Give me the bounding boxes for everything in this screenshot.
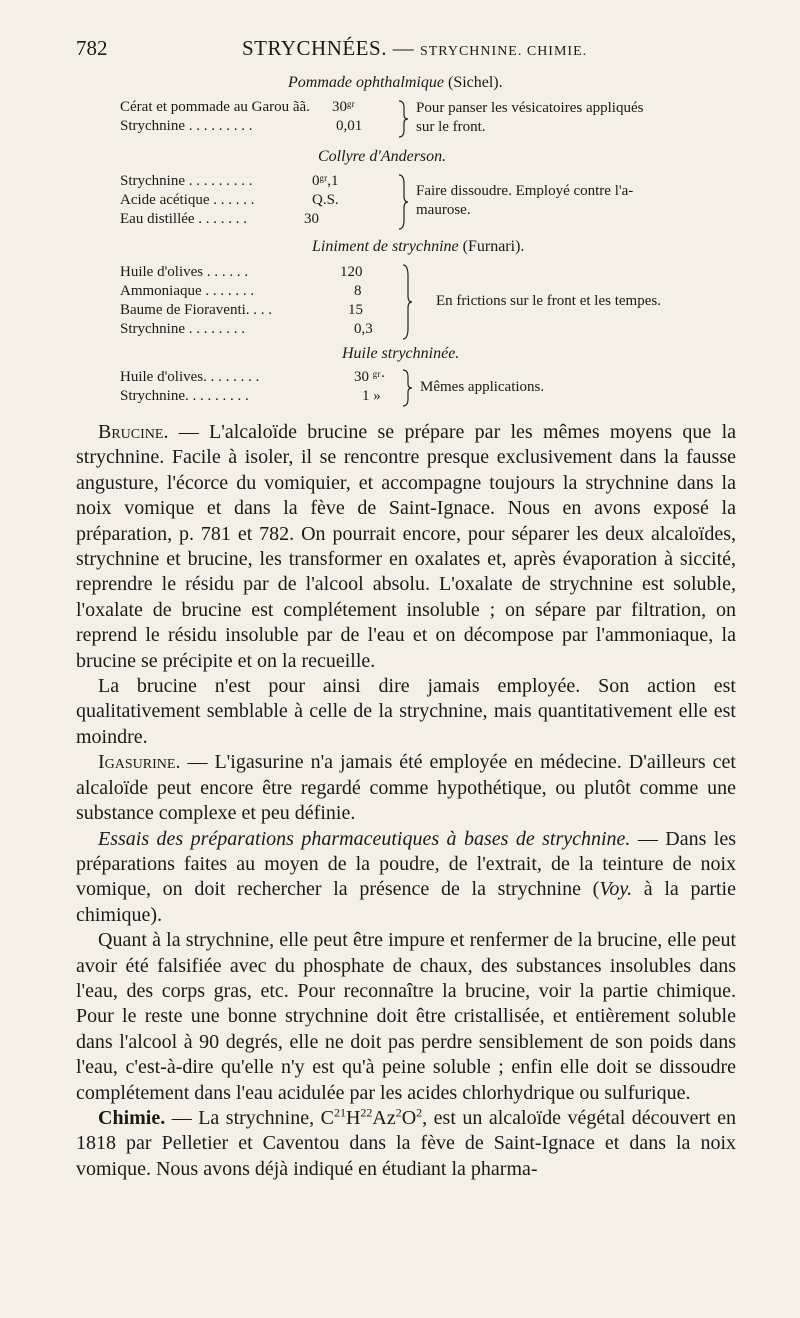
paragraph-text: à la partie chimique). bbox=[76, 878, 736, 926]
formula-title-text: Pommade ophthalmique bbox=[288, 74, 444, 91]
ingredient-name: Huile d'olives. . . . . . . . bbox=[120, 369, 260, 385]
paragraph-brucine bbox=[76, 420, 736, 674]
ingredient-name: Strychnine . . . . . . . . bbox=[120, 321, 245, 337]
formula-author: (Sichel). bbox=[447, 74, 503, 91]
formula-note: Pour panser les vésicatoires appliqués bbox=[416, 100, 644, 116]
formula-title-pommade bbox=[288, 74, 503, 92]
paragraph-chimie bbox=[76, 1106, 736, 1182]
formula-title-text: Collyre d'Anderson. bbox=[318, 148, 447, 165]
ingredient-name: Acide acétique . . . . . . bbox=[120, 192, 255, 208]
formula-note: Faire dissoudre. Employé contre l'a- bbox=[416, 183, 634, 199]
ingredient-qty: 30 ᵍʳ· bbox=[354, 369, 386, 385]
formula-superscript: 2 bbox=[395, 1105, 402, 1120]
body-text bbox=[76, 420, 736, 1182]
formula-title-text: Huile strychninée. bbox=[342, 345, 460, 362]
paragraph-text: — L'alcaloïde brucine se prépare par les mêmes moyens que la strychnine. Facile à isoler, il se rencontre presque exclusivement dans la fausse angusture, l'écorce du vomiquier, et accompagne toujours la strychnine dans la noix vomique et dans la fève de Saint-Ignace. Nous en avons exposé la préparation, p. 781 et 782. On pourrait encore, pour séparer les deux alcaloïdes, strychnine et brucine, les transformer en oxalates et, après évaporation à siccité, reprendre le résidu par de l'alcool absolu. L'oxalate de strychnine est soluble, l'oxalate de brucine est complétement insoluble ; on sépare par filtration, on reprend le résidu insoluble par de l'eau et on décompose par l'ammoniaque, la brucine se précipite et on la recueille. bbox=[76, 421, 736, 672]
formula-note: En frictions sur le front et les tempes. bbox=[436, 293, 661, 309]
ingredient-name: Baume de Fioraventi. . . . bbox=[120, 302, 273, 318]
paragraph-essais bbox=[76, 827, 736, 929]
paragraph-heading: Igasurine. bbox=[98, 751, 181, 774]
running-header bbox=[76, 36, 736, 72]
formula-superscript: 21 bbox=[333, 1105, 346, 1120]
ingredient-qty: 0ᵍʳ,1 bbox=[312, 173, 339, 189]
paragraph-text: Quant à la strychnine, elle peut être impure et renfermer de la brucine, elle peut avoir été falsifiée avec du phosphate de chaux, des substances insolubles dans l'eau, des corps gras, etc. Pour reconnaître la brucine, voir la partie chimique. Pour le reste une bonne strychnine doit être cristallisée, et entièrement soluble dans l'alcool à 90 degrés, elle ne doit pas perdre sensiblement de son poids dans l'eau, c'est-à-dire qu'elle n'y est qu'à peine soluble ; enfin elle doit se dissoudre complétement dans l'eau acidulée par les acides chlorhydrique ou sulfurique. bbox=[76, 929, 736, 1104]
ingredient-qty: 15 bbox=[348, 302, 363, 318]
ingredient-qty: 8 bbox=[354, 283, 362, 299]
ingredient-name: Strychnine. . . . . . . . . bbox=[120, 388, 249, 404]
ingredient-qty: 0,01 bbox=[336, 118, 363, 134]
paragraph-text: — L'igasurine n'a jamais été employée en médecine. D'ailleurs cet alcaloïde peut encore être regardé comme hypothétique, ou plutôt comme une substance complexe et peu définie. bbox=[76, 751, 736, 825]
paragraph-quant bbox=[76, 928, 736, 1106]
brace-icon bbox=[396, 100, 410, 138]
ingredient-name: Strychnine . . . . . . . . . bbox=[120, 118, 253, 134]
ingredient-name: Cérat et pommade au Garou ãã. bbox=[120, 99, 310, 115]
running-title-main: STRYCHNÉES. bbox=[242, 36, 387, 60]
ingredient-qty: 30 bbox=[304, 211, 319, 227]
paragraph-heading: Chimie. bbox=[98, 1106, 166, 1129]
formula-title-collyre bbox=[318, 148, 446, 166]
paragraph-igasurine bbox=[76, 750, 736, 826]
running-title-sub: STRYCHNINE. CHIMIE. bbox=[419, 44, 588, 59]
ingredient-qty: 1 » bbox=[362, 388, 381, 404]
running-title bbox=[242, 36, 587, 61]
formula-note: Mêmes applications. bbox=[420, 379, 545, 395]
ingredient-name: Ammoniaque . . . . . . . bbox=[120, 283, 255, 299]
formula-note: sur le front. bbox=[416, 119, 486, 135]
formula-title-huile bbox=[342, 345, 459, 363]
brace-icon bbox=[400, 369, 414, 407]
paragraph-text: , est un alcaloïde végétal découvert en 1818 par Pelletier et Caventou dans la fève de Saint-Ignace et dans la noix vomique. Nous avons déjà indiqué en étudiant la pharma- bbox=[76, 1106, 736, 1180]
paragraph-brucine-action bbox=[76, 674, 736, 750]
brace-icon bbox=[400, 264, 414, 340]
ingredient-qty: Q.S. bbox=[312, 192, 339, 208]
formula-symbol: O bbox=[401, 1106, 417, 1129]
paragraph-text: — Dans les préparations faites au moyen de la poudre, de l'extrait, de la teinture de noix vomique, on doit rechercher la présence de la strychnine ( bbox=[76, 827, 736, 901]
brace-icon bbox=[396, 174, 410, 230]
formula-superscript: 22 bbox=[360, 1105, 373, 1120]
paragraph-text: — La strychnine, C bbox=[165, 1106, 334, 1129]
ingredient-qty: 0,3 bbox=[354, 321, 373, 337]
running-title-dash: — bbox=[386, 36, 420, 60]
formula-author: (Furnari). bbox=[462, 238, 525, 255]
formula-symbol: H bbox=[345, 1106, 361, 1129]
ingredient-name: Eau distillée . . . . . . . bbox=[120, 211, 248, 227]
formula-note: maurose. bbox=[416, 202, 471, 218]
ingredient-qty: 120 bbox=[340, 264, 363, 280]
ingredient-name: Strychnine . . . . . . . . . bbox=[120, 173, 253, 189]
formula-superscript: 2 bbox=[416, 1105, 423, 1120]
formula-title-liniment bbox=[312, 238, 524, 256]
formula-symbol: Az bbox=[372, 1106, 396, 1129]
page-number: 782 bbox=[76, 36, 108, 60]
voy-reference: Voy. bbox=[599, 878, 633, 901]
formula-title-text: Liniment de strychnine bbox=[312, 238, 459, 255]
ingredient-qty: 30ᵍʳ bbox=[332, 99, 355, 115]
ingredient-name: Huile d'olives . . . . . . bbox=[120, 264, 249, 280]
paragraph-heading: Brucine. bbox=[98, 421, 169, 443]
paragraph-heading: Essais des préparations pharmaceutiques à bases de strychnine. bbox=[98, 827, 631, 850]
paragraph-text: La brucine n'est pour ainsi dire jamais employée. Son action est qualitativement semblable à celle de la strychnine, mais quantitativement elle est moindre. bbox=[76, 675, 736, 748]
